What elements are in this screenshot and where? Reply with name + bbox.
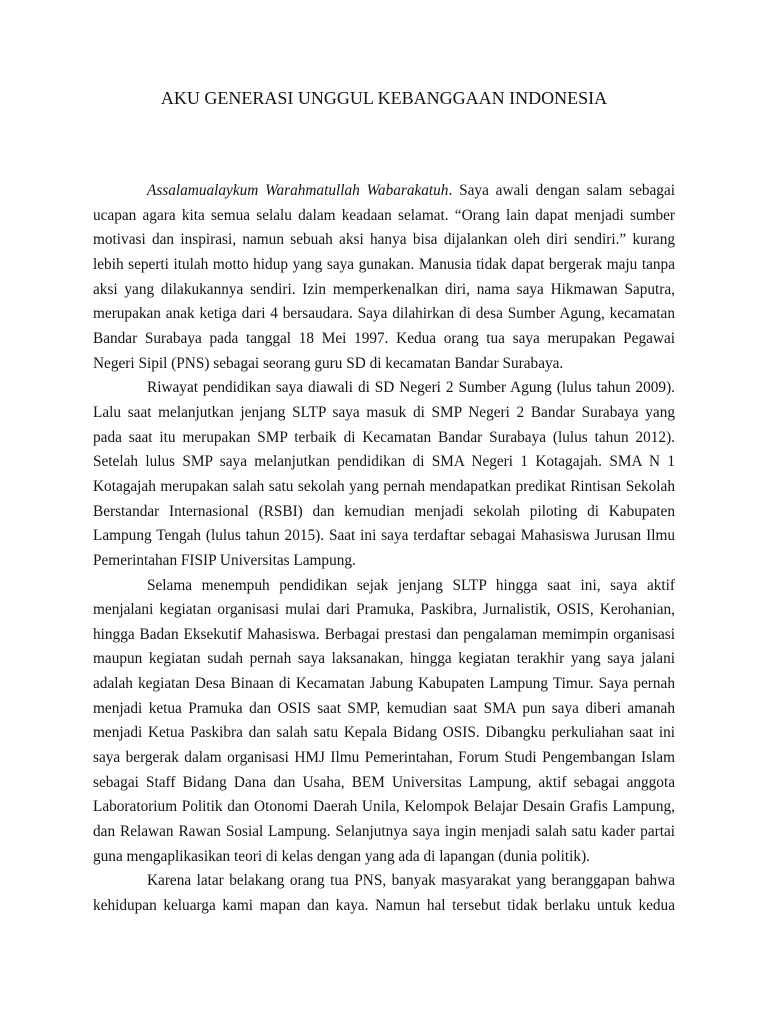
paragraph-line: hingga Badan Eksekutif Mahasiswa. Berbagai prestasi dan pengalaman memimpin organisasi: [93, 625, 675, 643]
paragraph-line: dan Relawan Rawan Sosial Lampung. Selanjutnya saya ingin menjadi salah satu kader partai: [93, 823, 675, 841]
paragraph-line: menjalani kegiatan organisasi mulai dari Pramuka, Paskibra, Jurnalistik, OSIS, Kerohanian,: [93, 601, 675, 619]
paragraph-line: kehidupan keluarga kami mapan dan kaya. Namun hal tersebut tidak berlaku untuk kedua: [93, 897, 675, 915]
paragraph-line: ucapan agara kita semua selalu dalam keadaan selamat. “Orang lain dapat menjadi sumber: [93, 206, 675, 224]
paragraph-line: Riwayat pendidikan saya diawali di SD Negeri 2 Sumber Agung (lulus tahun 2009).: [147, 379, 675, 397]
paragraph-2: [93, 376, 675, 573]
paragraph-line: Kotagajah merupakan salah satu sekolah yang pernah mendapatkan predikat Rintisan Sekolah: [93, 477, 675, 495]
line-text: . Saya awali dengan salam sebagai: [448, 182, 675, 199]
paragraph-line: merupakan anak ketiga dari 4 bersaudara. Saya dilahirkan di desa Sumber Agung, kecamatan: [93, 305, 675, 323]
paragraph-line: menjadi Ketua Paskibra dan salah satu Kepala Bidang OSIS. Dibangku perkuliahan saat ini: [93, 724, 675, 742]
paragraph-line: Laboratorium Politik dan Otonomi Daerah Unila, Kelompok Belajar Desain Grafis Lampung,: [93, 798, 675, 816]
paragraph-4: [93, 869, 675, 918]
paragraph-line: Bandar Surabaya pada tanggal 18 Mei 1997. Kedua orang tua saya merupakan Pegawai: [93, 329, 675, 347]
paragraph-line: saya bergerak dalam organisasi HMJ Ilmu Pemerintahan, Forum Studi Pengembangan Islam: [93, 749, 675, 767]
paragraph-line: sebagai Staff Bidang Dana dan Usaha, BEM Universitas Lampung, aktif sebagai anggota: [93, 773, 675, 791]
paragraph-line: Negeri Sipil (PNS) sebagai seorang guru SD di kecamatan Bandar Surabaya.: [93, 354, 564, 372]
paragraph-line: Setelah lulus SMP saya melanjutkan pendidikan di SMA Negeri 1 Kotagajah. SMA N 1: [93, 453, 675, 471]
paragraph-line: menjadi ketua Pramuka dan OSIS saat SMP, kemudian saat SMA pun saya diberi amanah: [93, 699, 675, 717]
paragraph-line: pada saat itu merupakan SMP terbaik di Kecamatan Bandar Surabaya (lulus tahun 2012).: [93, 428, 675, 446]
document-body: [93, 179, 675, 919]
paragraph-1: [93, 179, 675, 376]
paragraph-line: maupun kegiatan sudah pernah saya laksanakan, hingga kegiatan terakhir yang saya jalani: [93, 650, 675, 668]
paragraph-line: adalah kegiatan Desa Binaan di Kecamatan Jabung Kabupaten Lampung Timur. Saya pernah: [93, 675, 675, 693]
paragraph-line: aksi yang dilakukannya sendiri. Izin memperkenalkan diri, nama saya Hikmawan Saputra,: [93, 280, 675, 298]
paragraph-line: Selama menempuh pendidikan sejak jenjang SLTP hingga saat ini, saya aktif: [147, 576, 675, 594]
paragraph-3: [93, 574, 675, 870]
italic-greeting: Assalamualaykum Warahmatullah Wabarakatuh: [147, 182, 449, 199]
paragraph-line: [93, 179, 675, 204]
paragraph-line: Lalu saat melanjutkan jenjang SLTP saya masuk di SMP Negeri 2 Bandar Surabaya yang: [93, 403, 675, 421]
paragraph-line: motivasi dan inspirasi, namun sebuah aksi hanya bisa dijalankan oleh diri sendiri.” kurang: [93, 231, 675, 249]
paragraph-line: Pemerintahan FISIP Universitas Lampung.: [93, 551, 356, 569]
paragraph-line: Karena latar belakang orang tua PNS, banyak masyarakat yang beranggapan bahwa: [147, 872, 675, 890]
paragraph-line: Lampung Tengah (lulus tahun 2015). Saat ini saya terdaftar sebagai Mahasiswa Jurusan Ilmu: [93, 527, 675, 545]
paragraph-line: guna mengaplikasikan teori di kelas dengan yang ada di lapangan (dunia politik).: [93, 847, 590, 865]
document-title: AKU GENERASI UNGGUL KEBANGGAAN INDONESIA: [160, 88, 608, 108]
paragraph-line: Berstandar Internasional (RSBI) dan kemudian menjadi sekolah piloting di Kabupaten: [93, 502, 675, 520]
paragraph-line: lebih seperti itulah motto hidup yang saya gunakan. Manusia tidak dapat bergerak maju tanpa: [93, 255, 675, 273]
